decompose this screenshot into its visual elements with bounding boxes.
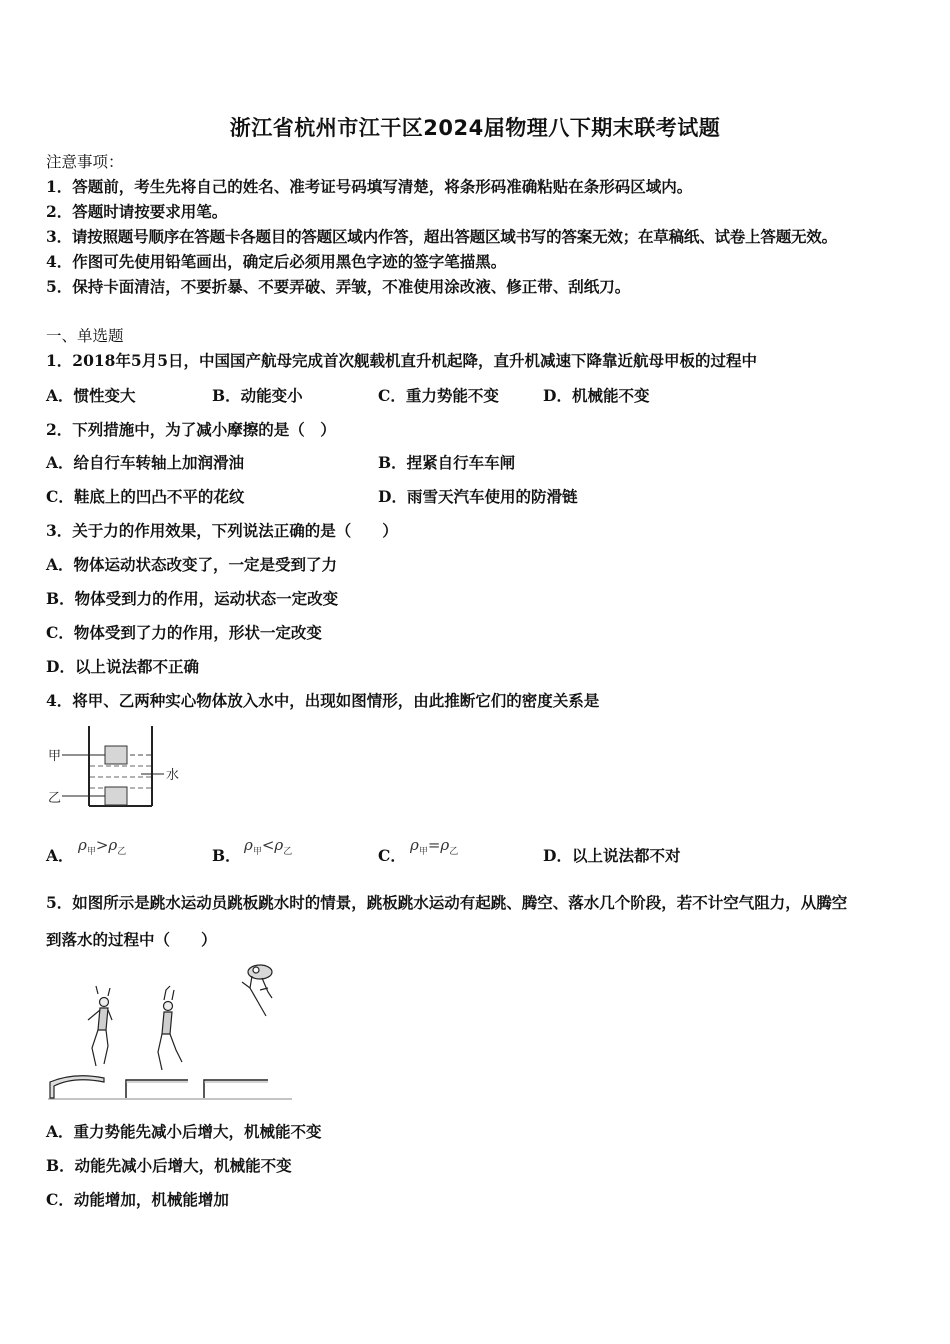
platform-middle (126, 1080, 188, 1098)
q1-option-b[interactable]: B．动能变小 (212, 386, 303, 405)
q4-formula-c[interactable] (410, 836, 458, 857)
question-1-stem: 1．2018年5月5日，中国国产航母完成首次舰载机直升机起降，直升机减速下降靠近航母甲板的过程中 (46, 351, 757, 370)
page-title: 浙江省杭州市江干区2024届物理八下期末联考试题 (229, 116, 721, 140)
q4-option-c-letter[interactable]: C． (378, 846, 406, 865)
diver-takeoff (88, 986, 112, 1066)
question-5-stem-line1: 5．如图所示是跳水运动员跳板跳水时的情景，跳板跳水运动有起跳、腾空、落水几个阶段，若不计空气阻力，从腾空 (46, 893, 848, 912)
q4-option-a-letter[interactable]: A． (46, 846, 74, 865)
subscript: 甲 (252, 847, 262, 857)
q2-option-a[interactable]: A．给自行车转轴上加润滑油 (46, 453, 245, 472)
springboard (50, 1076, 104, 1098)
q5-option-a[interactable]: A．重力势能先减小后增大，机械能不变 (46, 1122, 322, 1141)
q3-option-b[interactable]: B．物体受到力的作用，运动状态一定改变 (46, 589, 339, 608)
rho-symbol: ρ (244, 836, 253, 854)
subscript: 甲 (418, 847, 428, 857)
question-3-stem: 3．关于力的作用效果，下列说法正确的是（ ） (46, 521, 398, 540)
q3-option-c[interactable]: C．物体受到了力的作用，形状一定改变 (46, 623, 322, 642)
q5-option-b[interactable]: B．动能先减小后增大，机械能不变 (46, 1156, 292, 1175)
notice-item: 3．请按照题号顺序在答题卡各题目的答题区域内作答，超出答题区域书写的答案无效；在草稿纸、试卷上答题无效。 (46, 227, 837, 246)
operator: > (95, 836, 109, 854)
notice-heading: 注意事项： (46, 153, 124, 171)
rho-symbol: ρ (78, 836, 87, 854)
section-heading: 一、单选题 (46, 327, 124, 345)
label-jia: 甲 (48, 749, 62, 764)
label-yi: 乙 (48, 791, 62, 806)
option-text: 以上说法都不对 (571, 846, 681, 865)
q2-option-b[interactable]: B．捏紧自行车车闸 (378, 453, 516, 472)
label-water: 水 (166, 768, 180, 783)
block-yi (105, 787, 127, 805)
notice-item: 5．保持卡面清洁，不要折暴、不要弄破、弄皱，不准使用涂改液、修正带、刮纸刀。 (46, 277, 631, 296)
q4-option-d[interactable] (543, 846, 680, 866)
q1-option-d[interactable]: D．机械能不变 (543, 386, 650, 405)
q1-option-a[interactable]: A．惯性变大 (46, 386, 136, 405)
operator: < (261, 836, 275, 854)
diver-rising (158, 986, 182, 1070)
q4-option-b-letter[interactable]: B． (212, 846, 241, 865)
density-figure (44, 722, 194, 814)
diver-airborne (242, 965, 272, 1016)
question-4-stem: 4．将甲、乙两种实心物体放入水中，出现如图情形，由此推断它们的密度关系是 (46, 691, 600, 710)
subscript: 乙 (117, 847, 127, 857)
option-letter: D． (543, 846, 572, 865)
rho-symbol: ρ (410, 836, 419, 854)
rho-symbol: ρ (108, 836, 118, 854)
q2-option-d[interactable]: D．雨雪天汽车使用的防滑链 (378, 487, 578, 506)
rho-symbol: ρ (274, 836, 284, 854)
subscript: 乙 (449, 847, 459, 857)
subscript: 甲 (86, 847, 96, 857)
q4-formula-a[interactable] (78, 836, 126, 857)
platform-right (204, 1080, 268, 1098)
rho-symbol: ρ (440, 836, 450, 854)
diving-figure (46, 958, 296, 1104)
notice-item: 4．作图可先使用铅笔画出，确定后必须用黑色字迹的签字笔描黑。 (46, 252, 507, 271)
question-5-stem-line2: 到落水的过程中（ ） (46, 930, 217, 949)
question-2-stem: 2．下列措施中，为了减小摩擦的是（ ） (46, 420, 336, 439)
q5-option-c[interactable]: C．动能增加，机械能增加 (46, 1190, 229, 1209)
q4-formula-b[interactable] (244, 836, 292, 857)
q3-option-d[interactable]: D．以上说法都不正确 (46, 657, 199, 676)
notice-item: 1．答题前，考生先将自己的姓名、准考证号码填写清楚，将条形码准确粘贴在条形码区域内。 (46, 177, 693, 196)
operator: = (427, 836, 441, 854)
q2-option-c[interactable]: C．鞋底上的凹凸不平的花纹 (46, 487, 245, 506)
q3-option-a[interactable]: A．物体运动状态改变了，一定是受到了力 (46, 555, 338, 574)
q1-option-c[interactable]: C．重力势能不变 (378, 386, 499, 405)
notice-item: 2．答题时请按要求用笔。 (46, 202, 228, 221)
subscript: 乙 (283, 847, 293, 857)
block-jia (105, 746, 127, 764)
